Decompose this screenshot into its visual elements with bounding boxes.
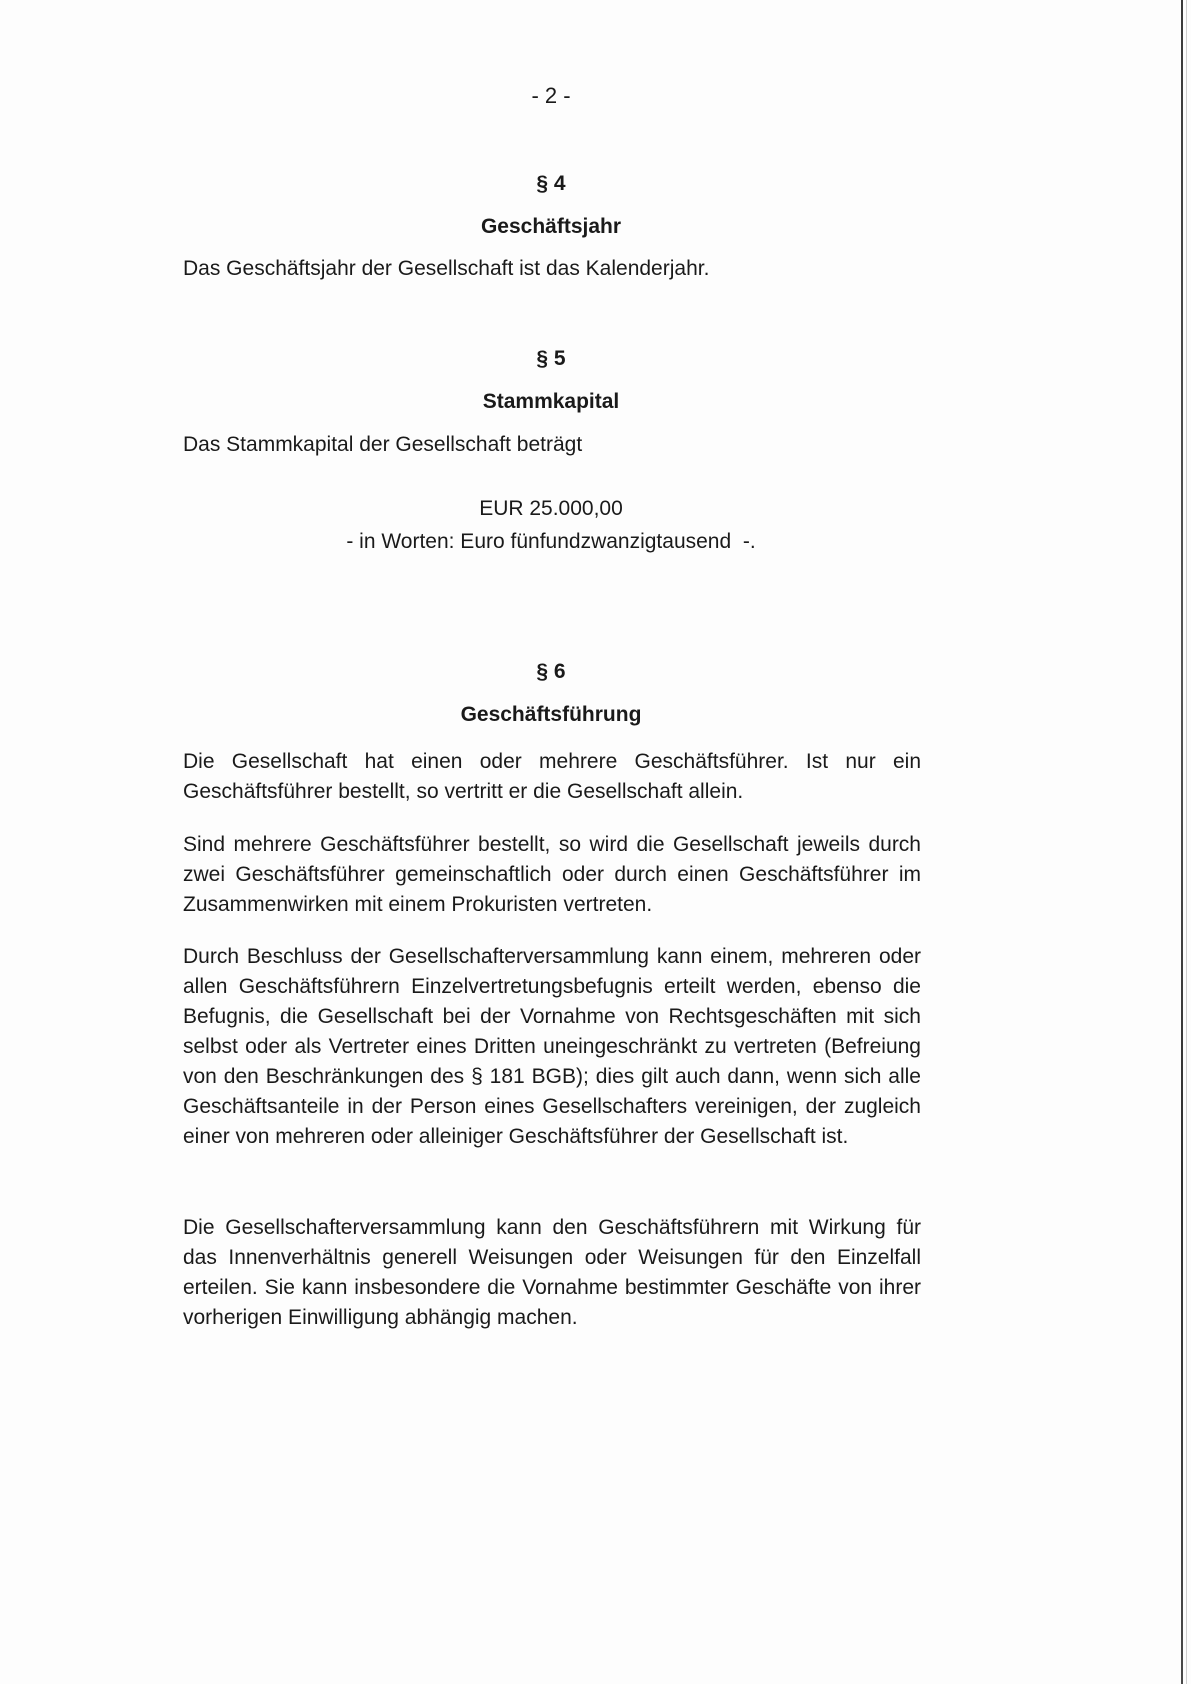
section-4-title: Geschäftsjahr — [480, 215, 622, 238]
section-5-title: Stammkapital — [482, 390, 620, 413]
section-6-title: Geschäftsführung — [460, 703, 642, 726]
scan-border-line — [1181, 0, 1183, 1684]
section-6-number: § 6 — [536, 660, 566, 683]
section-5-text: Das Stammkapital der Gesellschaft beträgt — [183, 433, 583, 456]
page-number: - 2 - — [531, 83, 571, 108]
section-6-paragraph-1: Die Gesellschaft hat einen oder mehrere Geschäftsführer. Ist nur ein Geschäftsführer bestellt, so vertritt er die Gesellschaft allein. — [183, 750, 921, 803]
section-4-text: Das Geschäftsjahr der Gesellschaft ist das Kalenderjahr. — [183, 257, 710, 280]
section-6-paragraph-4: Die Gesellschafterversammlung kann den Geschäftsführern mit Wirkung für das Innenverhältnis generell Weisungen oder Weisungen für den Einzelfall erteilen. Sie kann insbesondere die Vornahme bestimmter Geschäfte von ihrer vorherigen Einwilligung abhängig machen. — [183, 1216, 921, 1329]
section-6-paragraph-2: Sind mehrere Geschäftsführer bestellt, so wird die Gesellschaft jeweils durch zwei Geschäftsführer gemeinschaftlich oder durch einen Geschäftsführer im Zusammenwirken mit einem Prokuristen vertreten. — [183, 833, 921, 916]
section-4-number: § 4 — [536, 172, 566, 195]
section-6-paragraph-3: Durch Beschluss der Gesellschafterversammlung kann einem, mehreren oder allen Geschäftsführern Einzelvertretungsbefugnis erteilt werden, ebenso die Befugnis, die Gesellschaft bei der Vornahme von Rechtsgeschäften mit sich selbst oder als Vertreter eines Dritten uneingeschränkt zu vertreten (Befreiung von den Beschränkungen des § 181 BGB); dies gilt auch dann, wenn sich alle Geschäftsanteile in der Person eines Gesellschafters vereinigen, der zugleich einer von mehreren oder alleiniger Geschäftsführer der Gesellschaft ist. — [183, 945, 921, 1148]
scan-border-line-light — [1186, 0, 1187, 1684]
capital-amount: EUR 25.000,00 — [479, 497, 623, 520]
capital-amount-words: - in Worten: Euro fünfundzwanzigtausend -. — [346, 530, 756, 553]
section-5-number: § 5 — [536, 347, 566, 370]
